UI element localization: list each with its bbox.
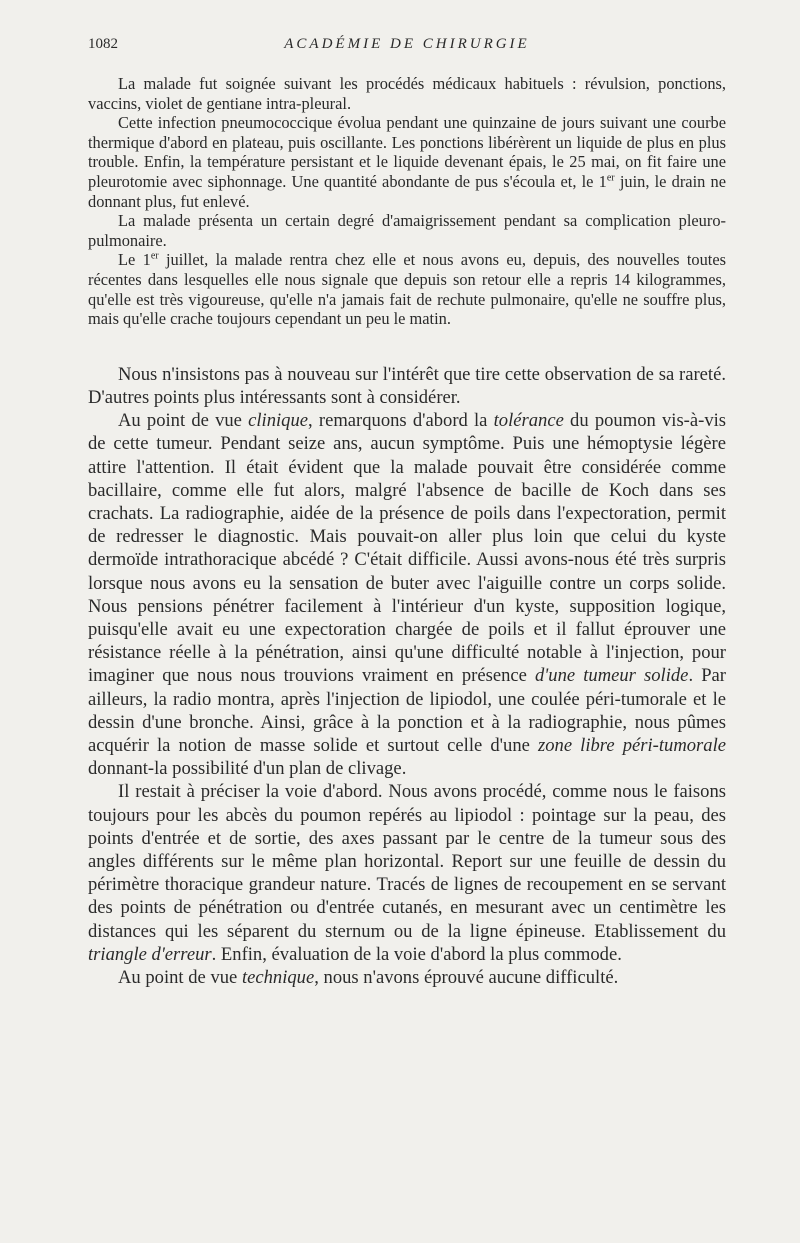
- emphasis: triangle d'erreur: [88, 943, 212, 965]
- paragraph: [88, 113, 726, 211]
- emphasis: zone libre péri-tumorale: [537, 734, 726, 756]
- paragraph-text: du poumon vis-à-vis de cette tumeur. Pendant seize ans, aucun symptôme. Puis une hémoptysie légère attire l'attention. Il était évident que la malade pouvait être considérée comme bacillaire, comme elle fut alors, malgré l'absence de bacille de Koch dans ses crachats. La radiographie, aidée de la présence de poils dans l'expectoration, permit de redresser le diagnostic. Mais pouvait-on aller plus loin que celui du kyste dermoïde intrathoracique abcédé ? C'était difficile. Aussi avons-nous été très surpris lorsque nous avons eu la sensation de buter avec l'aiguille contre un corps solide. Nous pensions pénétrer facilement à l'intérieur d'un kyste, supposition logique, puisqu'elle avait eu une expectoration chargée de poils et il fallut éprouver une résistance réelle à la pénétration, ainsi qu'une difficulté notable à l'injection, pour imaginer que nous nous trouvions vraiment en présence: [88, 410, 727, 687]
- paragraph: [88, 74, 726, 113]
- paragraph-text: donnant-la possibilité d'un plan de clivage.: [88, 758, 407, 780]
- emphasis: d'une tumeur solide: [535, 665, 689, 687]
- paragraph-text: , nous n'avons éprouvé aucune difficulté.: [314, 967, 619, 988]
- paragraph-text: Nous n'insistons pas à nouveau sur l'intérêt que tire cette observation de sa rareté. D'autres points plus intéressants sont à considérer.: [88, 363, 726, 408]
- observation-block: [88, 74, 726, 329]
- emphasis: technique: [241, 967, 315, 988]
- paragraph-text: Au point de vue: [118, 410, 249, 432]
- paragraph-text: Le 1: [118, 250, 151, 270]
- paragraph-text: Au point de vue: [118, 967, 242, 988]
- paragraph-text: Il restait à préciser la voie d'abord. Nous avons procédé, comme nous le faisons toujours pour les abcès du poumon repérés au lipiodol : pointage sur la peau, des points d'entrée et de sortie, des axes passant par le centre de la tumeur sous des angles différents sur le même plan horizontal. Report sur une feuille de dessin du périmètre thoracique grandeur nature. Tracés de lignes de recoupement en se servant des points de pénétration ou d'entrée cutanés, en mesurant avec un centimètre les distances qui les séparent du sternum ou de la ligne épineuse. Etablissement du: [88, 781, 726, 942]
- ordinal-superscript: er: [606, 172, 615, 184]
- discussion-block: [88, 363, 726, 989]
- paragraph-text: La malade présenta un certain degré d'amaigrissement pendant sa complication pleuro-pulmonaire.: [88, 211, 726, 250]
- paragraph-text: juillet, la malade rentra chez elle et nous avons eu, depuis, des nouvelles toutes récentes dans lesquelles elle nous signale que depuis son retour elle a repris 14 kilogrammes, qu'elle est très vigoureuse, qu'elle n'a jamais fait de rechute pulmonaire, qu'elle ne souffre plus, mais qu'elle crache toujours cependant un peu le matin.: [88, 250, 726, 329]
- emphasis: clinique: [248, 410, 309, 432]
- paragraph-text: juin, le drain ne donnant plus, fut enlevé.: [88, 171, 726, 211]
- paragraph: [88, 966, 726, 989]
- page-number: 1082: [88, 36, 118, 52]
- running-title: ACADÉMIE DE CHIRURGIE: [284, 36, 530, 52]
- paragraph: [88, 780, 726, 966]
- emphasis: tolérance: [493, 410, 564, 432]
- paragraph: [88, 211, 726, 250]
- ordinal-superscript: er: [150, 250, 159, 262]
- paragraph: [88, 250, 726, 328]
- paragraph-text: La malade fut soignée suivant les procédés médicaux habituels : révulsion, ponctions, vaccins, violet de gentiane intra-pleural.: [88, 74, 726, 113]
- paragraph-text: , remarquons d'abord la: [308, 410, 494, 432]
- paragraph: [88, 409, 726, 780]
- page-header: [88, 36, 726, 60]
- paragraph-text: Cette infection pneumococcique évolua pendant une quinzaine de jours suivant une courbe thermique d'abord en plateau, puis oscillante. Les ponctions libérèrent un liquide de plus en plus trouble. Enfin, la température persistant et le liquide devenant épais, le 25 mai, on fit faire une pleurotomie avec siphonnage. Une quantité abondante de pus s'écoula et, le 1: [88, 113, 726, 191]
- paragraph-text: . Enfin, évaluation de la voie d'abord la plus commode.: [211, 943, 622, 965]
- paragraph-text: . Par ailleurs, la radio montra, après l'injection de lipiodol, une coulée péri-tumorale et le dessin d'une bronche. Ainsi, grâce à la ponction et à la radiographie, nous pûmes acquérir la notion de masse solide et surtout celle d'une: [88, 665, 726, 756]
- paragraph: [88, 363, 726, 409]
